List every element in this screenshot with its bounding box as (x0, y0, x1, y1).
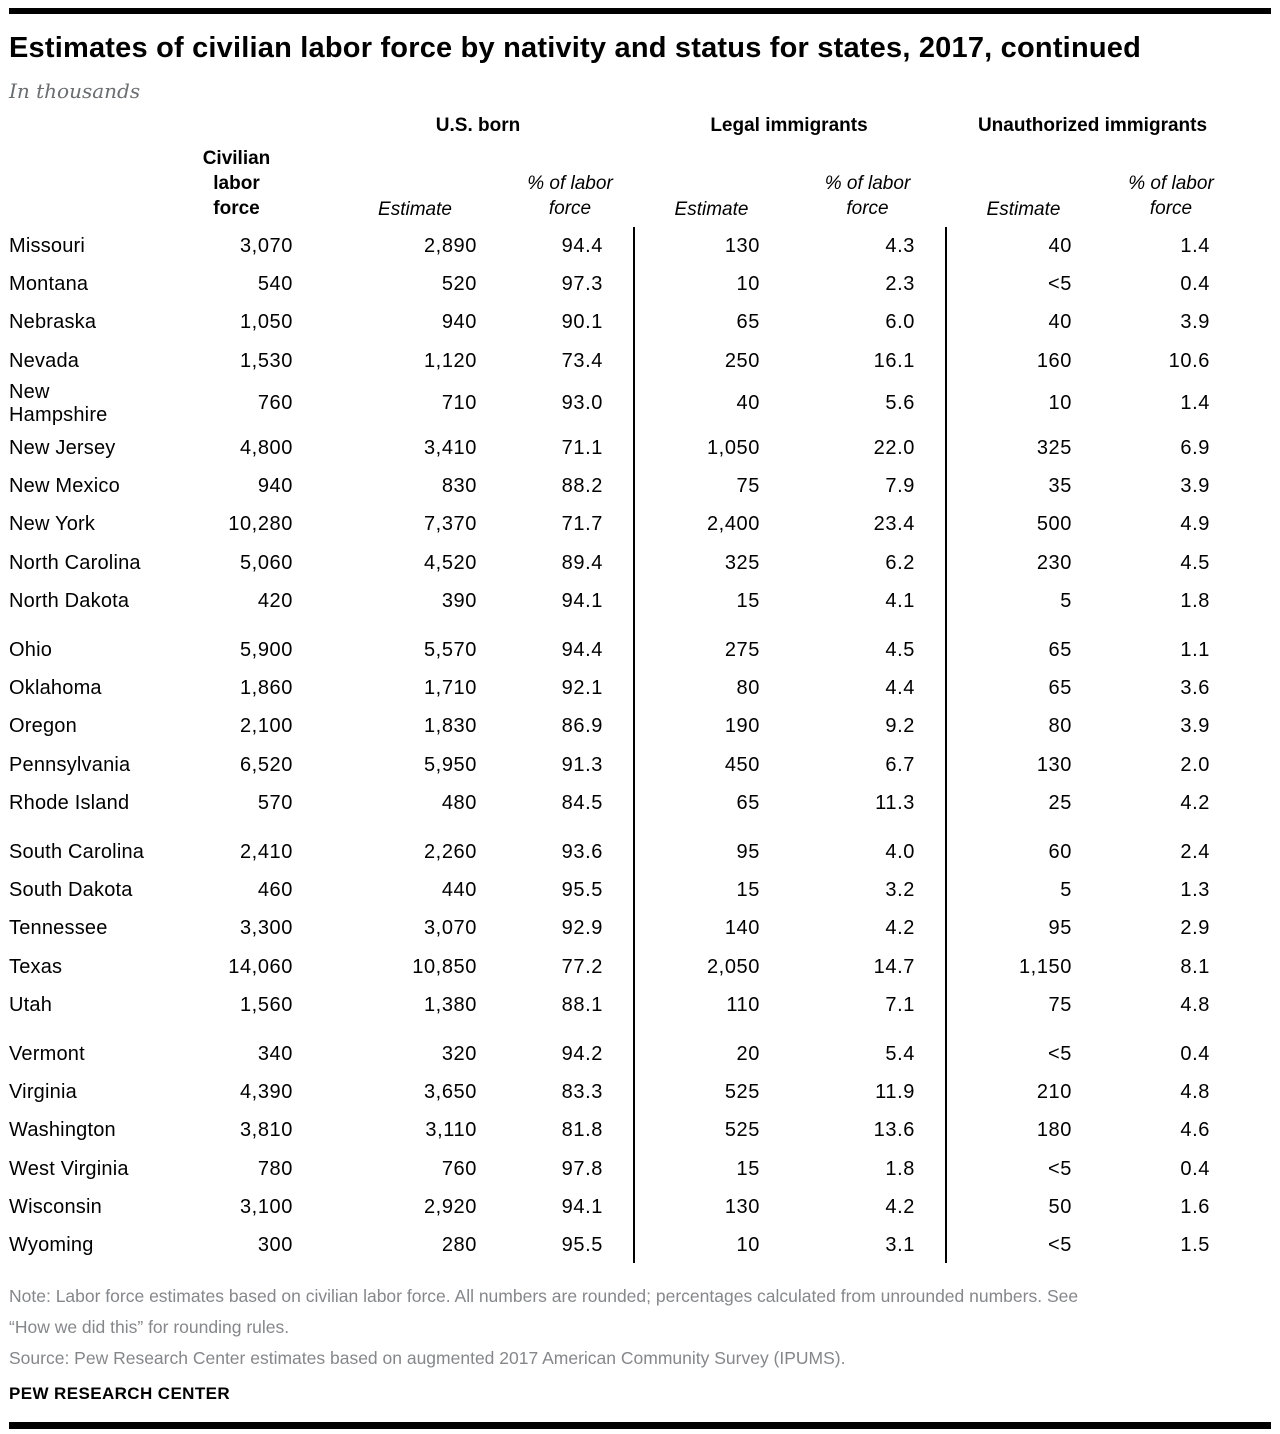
value-cell: 130 (724, 1196, 760, 1219)
state-name: New Mexico (9, 475, 120, 498)
table-row (9, 871, 1240, 909)
value-cell: 40 (1048, 311, 1072, 334)
value-cell: 1.3 (1180, 878, 1210, 901)
state-name: Pennsylvania (9, 753, 131, 776)
value-cell: 88.1 (561, 994, 603, 1017)
value-cell: 4.9 (1180, 513, 1210, 536)
value-cell: 94.4 (561, 638, 603, 661)
brand-label: PEW RESEARCH CENTER (9, 1384, 231, 1404)
table-row (9, 506, 1240, 544)
value-cell: 71.1 (561, 436, 603, 459)
col-header-civilian-labor-force: Civilian labor force (202, 148, 271, 219)
value-cell: 4,800 (239, 436, 293, 459)
value-cell: 2.4 (1180, 840, 1210, 863)
table-row (9, 708, 1240, 746)
divider-legal-unauthorized (945, 227, 947, 1263)
value-cell: 130 (1036, 753, 1072, 776)
value-cell: 4.5 (1180, 551, 1210, 574)
value-cell: 340 (257, 1042, 293, 1065)
value-cell: 1.8 (885, 1157, 915, 1180)
value-cell: 760 (441, 1157, 477, 1180)
value-cell: 83.3 (561, 1080, 603, 1103)
units-subtitle: In thousands (9, 79, 141, 103)
value-cell: 190 (724, 715, 760, 738)
value-cell: 1,050 (706, 436, 760, 459)
bottom-rule (9, 1422, 1271, 1429)
value-cell: 4.5 (885, 638, 915, 661)
value-cell: 10,280 (228, 513, 293, 536)
value-cell: 710 (441, 392, 477, 415)
value-cell: 450 (724, 753, 760, 776)
value-cell: 93.0 (561, 392, 603, 415)
col-header-us-pct: % of labor force (527, 173, 613, 219)
table-row (9, 1073, 1240, 1111)
value-cell: 230 (1036, 551, 1072, 574)
group-header-legal-immigrants: Legal immigrants (710, 115, 868, 136)
state-name: Nevada (9, 349, 80, 372)
table-row (9, 1112, 1240, 1150)
value-cell: <5 (1047, 1234, 1072, 1257)
value-cell: 10 (736, 1234, 760, 1257)
value-cell: 86.9 (561, 715, 603, 738)
value-cell: 3.9 (1180, 311, 1210, 334)
table-row (9, 380, 1240, 426)
value-cell: 1,120 (423, 349, 477, 372)
value-cell: 2,260 (423, 840, 477, 863)
value-cell: 3,410 (423, 436, 477, 459)
value-cell: 6.9 (1180, 436, 1210, 459)
state-name: Wyoming (9, 1234, 94, 1257)
state-name: Oklahoma (9, 676, 102, 699)
table-row (9, 746, 1240, 784)
value-cell: 94.2 (561, 1042, 603, 1065)
value-cell: 60 (1048, 840, 1072, 863)
value-cell: 3.2 (885, 878, 915, 901)
value-cell: 5 (1060, 878, 1072, 901)
value-cell: 210 (1036, 1080, 1072, 1103)
value-cell: 1.4 (1180, 392, 1210, 415)
value-cell: 4,390 (239, 1080, 293, 1103)
value-cell: 95 (1048, 917, 1072, 940)
table-row (9, 227, 1240, 265)
table-row (9, 784, 1240, 822)
value-cell: 6.7 (885, 753, 915, 776)
value-cell: 93.6 (561, 840, 603, 863)
value-cell: 75 (736, 475, 760, 498)
value-cell: 3,110 (425, 1119, 477, 1142)
value-cell: 420 (257, 590, 293, 613)
value-cell: 1,560 (239, 994, 293, 1017)
value-cell: 5.4 (885, 1042, 915, 1065)
state-name: Oregon (9, 715, 77, 738)
value-cell: 20 (736, 1042, 760, 1065)
table-row (9, 1035, 1240, 1073)
value-cell: 50 (1048, 1196, 1072, 1219)
value-cell: 1.4 (1180, 234, 1210, 257)
value-cell: <5 (1047, 1157, 1072, 1180)
value-cell: 22.0 (873, 436, 915, 459)
value-cell: 325 (724, 551, 760, 574)
table-row (9, 833, 1240, 871)
state-name: North Dakota (9, 590, 130, 613)
table-row (9, 1227, 1240, 1265)
value-cell: 110 (726, 994, 760, 1017)
state-name: Tennessee (9, 917, 108, 940)
value-cell: 1,860 (239, 676, 293, 699)
value-cell: 6,520 (239, 753, 293, 776)
value-cell: 94.1 (561, 1196, 603, 1219)
table-row (9, 669, 1240, 707)
value-cell: 1,830 (423, 715, 477, 738)
value-cell: 540 (257, 273, 293, 296)
value-cell: 92.1 (561, 676, 603, 699)
value-cell: 65 (1048, 676, 1072, 699)
state-name: Rhode Island (9, 792, 130, 815)
state-name: Ohio (9, 638, 53, 661)
value-cell: 25 (1048, 792, 1072, 815)
table-body (9, 227, 1240, 1265)
value-cell: 3,100 (239, 1196, 293, 1219)
value-cell: 10 (1048, 392, 1072, 415)
value-cell: 780 (257, 1157, 293, 1180)
state-name: New Hampshire (9, 380, 108, 426)
value-cell: 23.4 (873, 513, 915, 536)
value-cell: 4,520 (423, 551, 477, 574)
value-cell: 325 (1036, 436, 1072, 459)
value-cell: 570 (257, 792, 293, 815)
value-cell: 95.5 (561, 1234, 603, 1257)
value-cell: 3.9 (1180, 475, 1210, 498)
value-cell: 300 (257, 1234, 293, 1257)
value-cell: 94.1 (561, 590, 603, 613)
state-name: Texas (9, 955, 63, 978)
group-header-unauthorized-immigrants: Unauthorized immigrants (977, 115, 1208, 136)
value-cell: 4.2 (885, 1196, 915, 1219)
value-cell: 5.6 (885, 392, 915, 415)
value-cell: 4.8 (1180, 1080, 1210, 1103)
value-cell: 15 (736, 1157, 760, 1180)
table-row (9, 986, 1240, 1024)
value-cell: 1.8 (1180, 590, 1210, 613)
table-row (9, 948, 1240, 986)
value-cell: 10.6 (1168, 349, 1210, 372)
value-cell: 2.3 (885, 273, 915, 296)
state-name: Vermont (9, 1042, 85, 1065)
value-cell: 2,400 (706, 513, 760, 536)
value-cell: 1,710 (423, 676, 477, 699)
value-cell: 3,070 (239, 234, 293, 257)
value-cell: 460 (257, 878, 293, 901)
value-cell: 830 (441, 475, 477, 498)
table-row (9, 1150, 1240, 1188)
value-cell: 4.4 (885, 676, 915, 699)
value-cell: 91.3 (561, 753, 603, 776)
value-cell: 1,380 (423, 994, 477, 1017)
value-cell: 2.9 (1180, 917, 1210, 940)
value-cell: 3.9 (1180, 715, 1210, 738)
value-cell: <5 (1047, 1042, 1072, 1065)
value-cell: 275 (724, 638, 760, 661)
table-row (9, 467, 1240, 505)
value-cell: 525 (724, 1080, 760, 1103)
value-cell: 10,850 (412, 955, 477, 978)
value-cell: 35 (1048, 475, 1072, 498)
value-cell: 180 (1036, 1119, 1072, 1142)
group-header-us-born: U.S. born (435, 115, 521, 136)
state-name: Nebraska (9, 311, 97, 334)
value-cell: 4.0 (885, 840, 915, 863)
value-cell: 7.1 (885, 994, 915, 1017)
state-name: New Jersey (9, 436, 116, 459)
value-cell: 65 (1048, 638, 1072, 661)
table-row (9, 304, 1240, 342)
value-cell: 390 (441, 590, 477, 613)
table-row (9, 631, 1240, 669)
value-cell: 80 (1048, 715, 1072, 738)
value-cell: 65 (736, 311, 760, 334)
value-cell: 88.2 (561, 475, 603, 498)
value-cell: 1.5 (1180, 1234, 1210, 1257)
value-cell: 15 (736, 590, 760, 613)
value-cell: 7.9 (885, 475, 915, 498)
value-cell: 1,050 (239, 311, 293, 334)
state-name: Wisconsin (9, 1196, 102, 1219)
value-cell: 5,900 (239, 638, 293, 661)
value-cell: 4.8 (1180, 994, 1210, 1017)
value-cell: 1.1 (1180, 638, 1210, 661)
col-header-legal-pct: % of labor force (824, 173, 911, 219)
value-cell: 940 (441, 311, 477, 334)
value-cell: 3,810 (239, 1119, 293, 1142)
value-cell: 440 (441, 878, 477, 901)
table-row (9, 583, 1240, 621)
value-cell: 0.4 (1180, 1042, 1210, 1065)
state-name: Missouri (9, 234, 86, 257)
value-cell: 84.5 (561, 792, 603, 815)
value-cell: 2,890 (423, 234, 477, 257)
value-cell: 3,650 (423, 1080, 477, 1103)
state-name: Montana (9, 273, 89, 296)
source-text: Source: Pew Research Center estimates based on augmented 2017 American Community Survey (IPUMS). (9, 1348, 846, 1369)
value-cell: 5,570 (423, 638, 477, 661)
table-row (9, 544, 1240, 582)
labor-force-table (9, 115, 1240, 1265)
value-cell: 480 (441, 792, 477, 815)
table-row (9, 1188, 1240, 1226)
value-cell: 4.2 (885, 917, 915, 940)
state-name: Utah (9, 994, 53, 1017)
value-cell: 8.1 (1180, 955, 1210, 978)
col-header-unauthorized-pct: % of labor force (1128, 173, 1214, 219)
value-cell: 160 (1036, 349, 1072, 372)
value-cell: 280 (441, 1234, 477, 1257)
state-name: North Carolina (9, 551, 141, 574)
value-cell: 73.4 (561, 349, 603, 372)
value-cell: 95 (736, 840, 760, 863)
state-name: South Dakota (9, 878, 133, 901)
value-cell: 250 (724, 349, 760, 372)
col-header-unauthorized-estimate: Estimate (986, 199, 1061, 220)
value-cell: 11.3 (875, 792, 915, 815)
value-cell: 13.6 (873, 1119, 915, 1142)
value-cell: 2,920 (423, 1196, 477, 1219)
value-cell: 4.1 (885, 590, 915, 613)
value-cell: 6.2 (885, 551, 915, 574)
value-cell: 14,060 (228, 955, 293, 978)
value-cell: 7,370 (423, 513, 477, 536)
value-cell: 4.6 (1180, 1119, 1210, 1142)
value-cell: 94.4 (561, 234, 603, 257)
value-cell: 6.0 (885, 311, 915, 334)
value-cell: 2,050 (706, 955, 760, 978)
value-cell: 97.3 (561, 273, 603, 296)
value-cell: 2,100 (239, 715, 293, 738)
value-cell: 4.3 (885, 234, 915, 257)
value-cell: 4.2 (1180, 792, 1210, 815)
state-name: Washington (9, 1119, 116, 1142)
value-cell: 80 (736, 676, 760, 699)
table-row (9, 429, 1240, 467)
table-header (9, 115, 1240, 227)
value-cell: 320 (441, 1042, 477, 1065)
value-cell: 0.4 (1180, 1157, 1210, 1180)
value-cell: 89.4 (561, 551, 603, 574)
value-cell: 14.7 (873, 955, 915, 978)
note-text: Note: Labor force estimates based on civilian labor force. All numbers are rounded; percentages calculated from unrounded numbers. See “How we did this” for rounding rules. (9, 1286, 1079, 1338)
value-cell: 75 (1048, 994, 1072, 1017)
value-cell: 81.8 (561, 1119, 603, 1142)
value-cell: 5,950 (423, 753, 477, 776)
value-cell: 5 (1060, 590, 1072, 613)
value-cell: 1,530 (239, 349, 293, 372)
value-cell: 760 (257, 392, 293, 415)
table-row (9, 265, 1240, 303)
state-name: Virginia (9, 1080, 77, 1103)
col-header-us-estimate: Estimate (378, 199, 452, 220)
value-cell: 10 (736, 273, 760, 296)
value-cell: 77.2 (561, 955, 603, 978)
value-cell: 940 (257, 475, 293, 498)
value-cell: 90.1 (561, 311, 603, 334)
value-cell: 520 (441, 273, 477, 296)
value-cell: 40 (736, 392, 760, 415)
value-cell: 1.6 (1180, 1196, 1210, 1219)
table-row (9, 910, 1240, 948)
value-cell: 2,410 (239, 840, 293, 863)
value-cell: 1,150 (1018, 955, 1072, 978)
value-cell: 3.1 (885, 1234, 915, 1257)
value-cell: 16.1 (873, 349, 915, 372)
value-cell: 130 (724, 234, 760, 257)
page-title: Estimates of civilian labor force by nativity and status for states, 2017, continued (9, 32, 1142, 64)
value-cell: 500 (1036, 513, 1072, 536)
value-cell: 2.0 (1180, 753, 1210, 776)
value-cell: 11.9 (875, 1080, 915, 1103)
value-cell: 40 (1048, 234, 1072, 257)
state-name: South Carolina (9, 840, 145, 863)
value-cell: 140 (724, 917, 760, 940)
value-cell: 15 (736, 878, 760, 901)
state-name: New York (9, 513, 96, 536)
divider-us-legal (633, 227, 635, 1263)
state-name: West Virginia (9, 1157, 129, 1180)
col-header-legal-estimate: Estimate (674, 199, 749, 220)
table-row (9, 342, 1240, 380)
value-cell: 3,300 (239, 917, 293, 940)
value-cell: 97.8 (561, 1157, 603, 1180)
value-cell: 3.6 (1180, 676, 1210, 699)
value-cell: 5,060 (239, 551, 293, 574)
value-cell: <5 (1047, 273, 1072, 296)
value-cell: 71.7 (561, 513, 603, 536)
value-cell: 9.2 (885, 715, 915, 738)
value-cell: 92.9 (561, 917, 603, 940)
value-cell: 525 (724, 1119, 760, 1142)
value-cell: 3,070 (423, 917, 477, 940)
value-cell: 95.5 (561, 878, 603, 901)
value-cell: 0.4 (1180, 273, 1210, 296)
value-cell: 65 (736, 792, 760, 815)
top-rule (9, 8, 1271, 14)
